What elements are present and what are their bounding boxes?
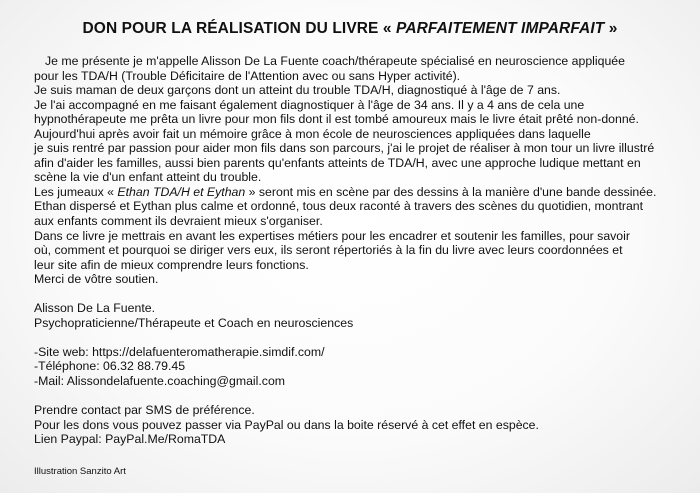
contact-website: -Site web: https://delafuenteromatherapie.simdif.com/: [34, 344, 325, 359]
signature-name: Alisson De La Fuente.: [34, 301, 155, 316]
intro-line: hypnothérapeute me prêta un livre pour mon fils dont il est tombé amoureux mais le livre était prêté non-donné.: [34, 112, 639, 127]
twins-line: [34, 185, 694, 200]
book-title: PARFAITEMENT IMPARFAIT: [396, 20, 605, 37]
intro-line: Je l'ai accompagné en me faisant également diagnostiquer à l'âge de 34 ans. Il y a 4 ans de cela une: [34, 97, 585, 112]
illustration-credit: Illustration Sanzito Art: [34, 466, 126, 477]
contact-email: -Mail: Alissondelafuente.coaching@gmail.com: [34, 374, 286, 389]
intro-line: je suis rentré par passion pour aider mon fils dans son parcours, j'ai le projet de réaliser à mon tour un livre illustré: [34, 141, 655, 156]
title-prefix: DON POUR LA RÉALISATION DU LIVRE «: [82, 20, 397, 37]
title-suffix: »: [604, 20, 618, 37]
signature-role: Psychopraticienne/Thérapeute et Coach en neurosciences: [34, 315, 354, 330]
flyer-body: [34, 54, 694, 447]
twins-after: » seront mis en scène par des dessins à la manière d'une bande dessinée.: [245, 184, 657, 199]
story-line: Ethan dispersé et Eythan plus calme et ordonné, tous deux raconté à travers des scènes du quotidien, montrant: [34, 199, 644, 214]
paypal-line: Lien Paypal: PayPal.Me/RomaTDA: [34, 432, 226, 447]
intro-line: scène la vie d'un enfant atteint du trouble.: [34, 170, 262, 185]
spacer: [34, 389, 694, 404]
twins-names: Ethan TDA/H et Eythan: [117, 184, 246, 199]
story-line: où, comment et pourquoi se diriger vers eux, ils seront répertoriés à la fin du livre avec leurs coordonnées et: [34, 243, 623, 258]
intro-line: Je suis maman de deux garçons dont un atteint du trouble TDA/H, diagnostiqué à l'âge de 7 ans.: [34, 83, 561, 98]
flyer-title: [0, 20, 700, 38]
intro-line: pour les TDA/H (Trouble Déficitaire de l'Attention avec ou sans Hyper activité).: [34, 68, 461, 83]
intro-line: afin d'aider les familles, aussi bien parents qu'enfants atteints de TDA/H, avec une approche ludique mettant en: [34, 155, 641, 170]
intro-line: Aujourd'hui après avoir fait un mémoire grâce à mon école de neurosciences appliquées dans laquelle: [34, 126, 591, 141]
twins-before: Les jumeaux «: [34, 184, 118, 199]
story-line: leur site afin de mieux comprendre leurs fonctions.: [34, 257, 309, 272]
story-line: Dans ce livre je mettrais en avant les expertises métiers pour les encadrer et soutenir les familles, pour savoir: [34, 228, 630, 243]
closing-line: Prendre contact par SMS de préférence.: [34, 403, 255, 418]
spacer: [34, 287, 694, 302]
contact-phone: -Téléphone: 06.32 88.79.45: [34, 359, 186, 374]
thanks-line: Merci de vôtre soutien.: [34, 272, 159, 287]
closing-line: Pour les dons vous pouvez passer via PayPal ou dans la boite réservé à cet effet en espèce.: [34, 417, 539, 432]
spacer: [34, 330, 694, 345]
intro-line: Je me présente je m'appelle Alisson De La Fuente coach/thérapeute spécialisé en neuroscience appliquée: [45, 54, 625, 68]
story-line: aux enfants comment ils devraient mieux s'organiser.: [34, 214, 323, 229]
